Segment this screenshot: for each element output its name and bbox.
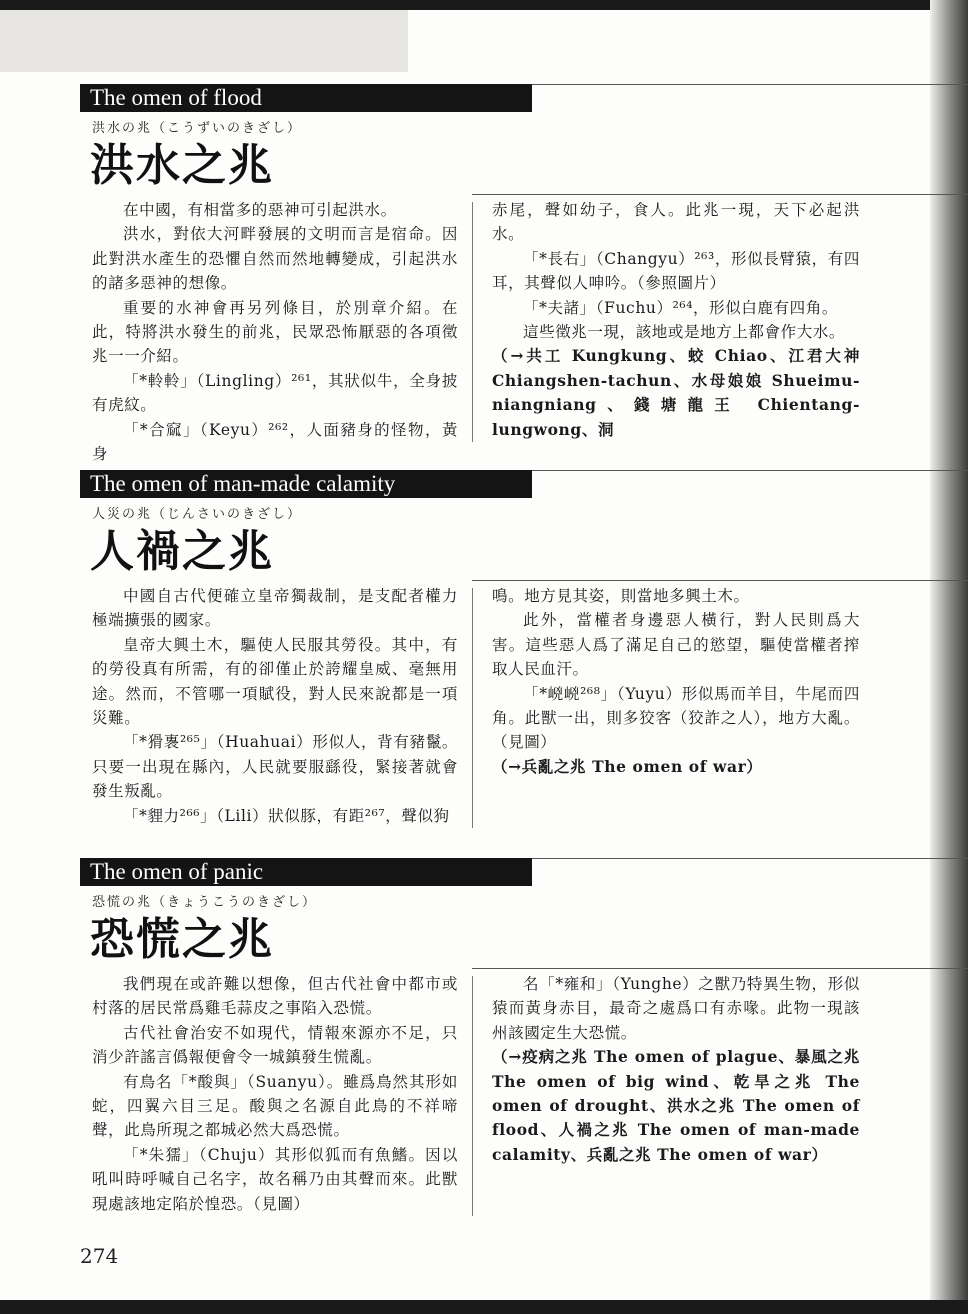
paragraph: 「*貍力²⁶⁶」（Lili）狀似豚，有距²⁶⁷，聲似狗 [123,806,450,825]
section-heading-jp: 洪水の兆（こうずいのきざし） [92,121,303,136]
paragraph: 「*軨軨」（Lingling）²⁶¹，其狀似牛，全身披有虎紋。 [92,371,458,415]
section-flood [80,84,968,464]
paragraph: 「*合窳」（Keyu）²⁶²，人面豬身的怪物，黃身 [92,420,458,464]
section-title: 洪水之兆 [90,140,274,191]
section-rule [472,194,968,195]
section-title: 人禍之兆 [90,526,274,577]
cross-reference: （→共工 Kungkung、蛟 Chiao、江君大神 Chiangshen-tachun、水母娘娘 Shueimu-niangniang、錢塘龍王 Chientang-lungwong、洞 [492,346,860,439]
left-column [92,584,458,828]
paragraph: 重要的水神會再另列條目，於別章介紹。在此，特將洪水發生的前兆，民眾恐怖厭惡的各項徵兆一一介紹。 [92,298,458,366]
section-rule [472,968,968,969]
paragraph: 古代社會治安不如現代，情報來源亦不足，只消少許謠言僞報便會令一城鎮發生慌亂。 [92,1023,458,1067]
paragraph: 皇帝大興土木，驅使人民服其勞役。其中，有的勞役真有所需，有的卻僅止於誇耀皇威、毫無用途。然而，不管哪一項賦役，對人民來說都是一項災難。 [92,635,458,728]
section-man-made-calamity [80,470,968,840]
scan-bottom-edge [0,1300,968,1314]
scan-shadow [0,10,408,72]
section-panic [80,858,968,1238]
cross-reference: （→疫病之兆 The omen of plague、暴風之兆 The omen of big wind、乾旱之兆 The omen of drought、洪水之兆 The omen of flood、人禍之兆 The omen of man-made calamity、兵亂之兆 The omen of war） [492,1047,860,1164]
paragraph: 「*猾褢²⁶⁵」（Huahuai）形似人，背有豬鬣。只要一出現在縣內，人民就要服繇役，緊接著就會發生叛亂。 [92,733,458,801]
paragraph: 此外，當權者身邊惡人橫行，對人民則爲大害。這些惡人爲了滿足自己的慾望，驅使當權者搾取人民血汗。 [492,611,860,679]
right-column [492,198,860,442]
paragraph: 赤尾，聲如幼子，食人。此兆一現，天下必起洪水。 [492,201,860,244]
scan-top-edge [0,0,968,10]
paragraph: 「*夫諸」（Fuchu）²⁶⁴，形似白鹿有四角。 [523,298,838,317]
paragraph: 「*㟅㟅²⁶⁸」（Yuyu）形似馬而羊目，牛尾而四角。此獸一出，則多狡客（狡詐之人），地方大亂。（見圖） [492,684,860,752]
section-heading-jp: 人災の兆（じんさいのきざし） [92,507,303,522]
paragraph: 這些徵兆一現，該地或是地方上都會作大水。 [523,323,846,342]
section-heading-en: The omen of man-made calamity [80,470,532,498]
section-title: 恐慌之兆 [90,914,274,965]
paragraph: 中國自古代便確立皇帝獨裁制，是支配者權力極端擴張的國家。 [92,587,458,630]
section-heading-jp: 恐慌の兆（きょうこうのきざし） [92,895,318,910]
paragraph: 有鳥名「*酸與」（Suanyu）。雖爲鳥然其形如蛇，四翼六目三足。酸與之名源自此鳥的不祥啼聲，此鳥所現之都城必然大爲恐慌。 [92,1072,458,1140]
right-column [492,972,860,1167]
paragraph: 我們現在或許難以想像，但古代社會中都市或村落的居民常爲雞毛蒜皮之事陷入恐慌。 [92,975,458,1018]
paragraph: 洪水，對依大河畔發展的文明而言是宿命。因此對洪水產生的恐懼自然而然地轉變成，引起洪水的諸多惡神的想像。 [92,225,458,293]
left-column [92,972,458,1216]
paragraph: 「*朱獳」（Chuju）其形似狐而有魚鰭。因以吼叫時呼喊自己名字，故名稱乃由其聲而來。此獸現處該地定陷於惶恐。（見圖） [92,1145,458,1213]
cross-reference: （→兵亂之兆 The omen of war） [492,756,763,776]
section-heading-en: The omen of flood [80,84,532,112]
right-column [492,584,860,779]
column-divider [472,202,473,442]
paragraph: 「*長右」（Changyu）²⁶³，形似長臂猿，有四耳，其聲似人呻吟。（參照圖片） [492,249,860,293]
section-heading-en: The omen of panic [80,858,532,886]
paragraph: 鳴。地方見其姿，則當地多興土木。 [492,587,750,605]
paragraph: 在中國，有相當多的惡神可引起洪水。 [123,201,397,219]
column-divider [472,976,473,1216]
section-rule [472,580,968,581]
column-divider [472,588,473,828]
page-number: 274 [80,1244,119,1268]
paragraph: 名「*雍和」（Yunghe）之獸乃特異生物，形似猿而黃身赤目，最奇之處爲口有赤喙。此物一現該州該國定生大恐慌。 [492,975,860,1042]
left-column [92,198,458,466]
